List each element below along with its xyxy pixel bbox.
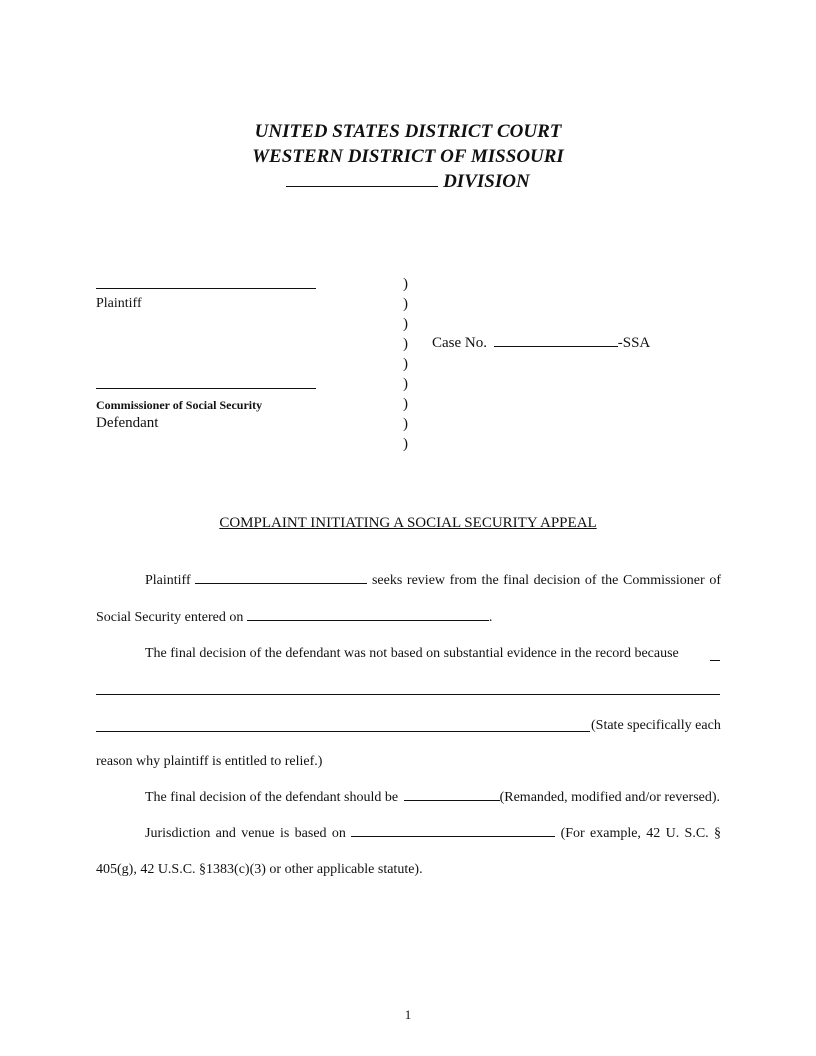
p3-text-b: (Remanded, modified and/or reversed). <box>499 790 721 805</box>
p1-period: . <box>488 610 493 625</box>
plaintiff-name-blank[interactable] <box>96 288 316 289</box>
caption-paren: ) <box>403 336 408 352</box>
reason-note: (State specifically each <box>591 718 721 733</box>
caption-paren: ) <box>403 316 408 332</box>
page-number: 1 <box>404 1007 412 1022</box>
p1-text-c: Social Security entered on <box>96 610 244 625</box>
p3-text-a: The final decision of the defendant should be <box>145 790 399 805</box>
reason-blank-line-2[interactable] <box>96 731 590 732</box>
caption-paren: ) <box>403 396 408 412</box>
plaintiff-name-field[interactable] <box>195 582 367 584</box>
decision-date-field[interactable] <box>247 619 489 621</box>
p4-text-a: Jurisdiction and venue is based on <box>145 826 346 841</box>
remedy-field[interactable] <box>404 799 500 801</box>
paragraph-1-line-1 <box>145 573 721 589</box>
reason-blank-line-1[interactable] <box>96 694 720 695</box>
caption-paren: ) <box>403 416 408 432</box>
caption-paren: ) <box>403 436 408 452</box>
paragraph-4-continuation: 405(g), 42 U.S.C. §1383(c)(3) or other applicable statute). <box>96 862 423 877</box>
reason-blank-start[interactable] <box>710 660 720 661</box>
district-name: WESTERN DISTRICT OF MISSOURI <box>252 146 564 167</box>
paragraph-3 <box>145 790 720 806</box>
document-title: COMPLAINT INITIATING A SOCIAL SECURITY APPEAL <box>219 515 597 531</box>
jurisdiction-field[interactable] <box>351 835 555 837</box>
caption-paren: ) <box>403 296 408 312</box>
caption-paren: ) <box>403 376 408 392</box>
court-name: UNITED STATES DISTRICT COURT <box>254 121 562 142</box>
defendant-label: Defendant <box>96 415 159 431</box>
paragraph-4-line-1 <box>145 826 721 842</box>
division-line <box>0 171 816 193</box>
division-label: DIVISION <box>443 171 530 192</box>
p1-text-a: Plaintiff <box>145 573 191 588</box>
paragraph-2-continuation: reason why plaintiff is entitled to relief.) <box>96 754 323 769</box>
paragraph-1-line-2 <box>96 610 492 626</box>
case-suffix: -SSA <box>617 335 651 351</box>
defendant-name-blank[interactable] <box>96 388 316 389</box>
paragraph-2-line-1: The final decision of the defendant was not based on substantial evidence in the record because <box>145 646 679 661</box>
p4-text-b: (For example, 42 U. S.C. § <box>560 826 722 841</box>
p1-text-b: seeks review from the final decision of the Commissioner of <box>371 573 721 588</box>
plaintiff-label: Plaintiff <box>96 296 142 311</box>
case-no-label: Case No. <box>432 335 487 351</box>
defendant-name: Commissioner of Social Security <box>96 398 263 412</box>
caption-paren: ) <box>403 356 408 372</box>
division-blank[interactable] <box>286 185 438 187</box>
caption-paren: ) <box>403 276 408 292</box>
case-number-line <box>432 335 650 352</box>
case-number-blank[interactable] <box>494 345 618 347</box>
